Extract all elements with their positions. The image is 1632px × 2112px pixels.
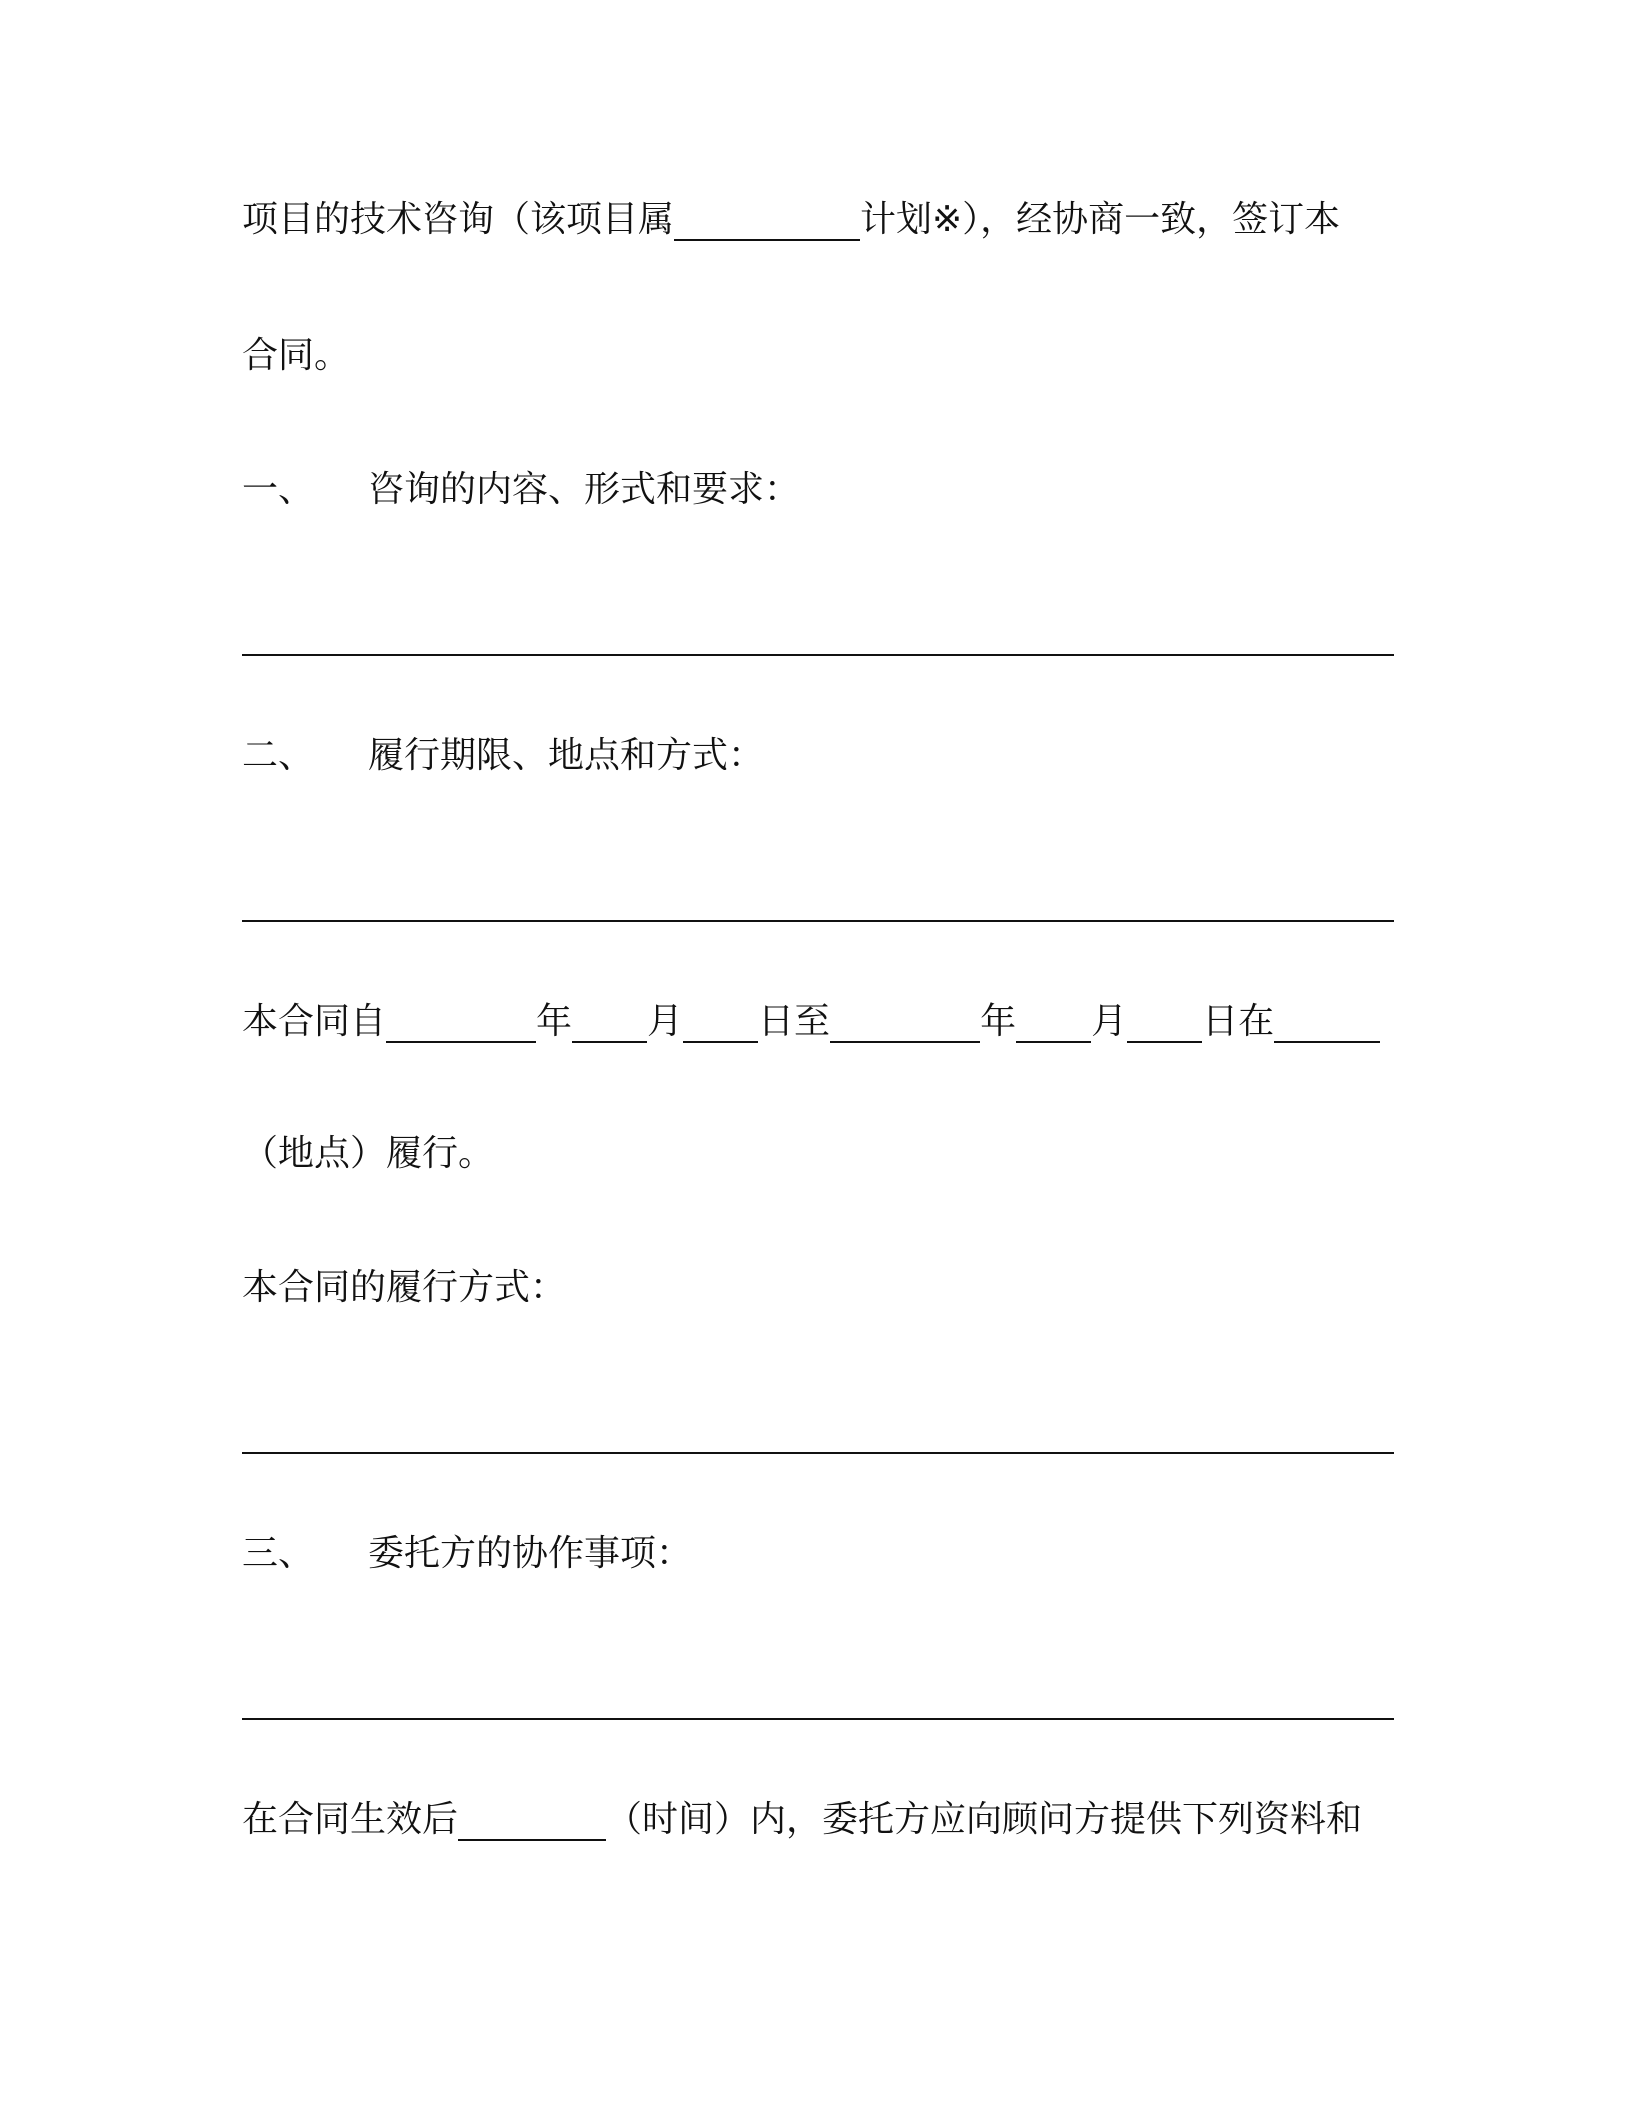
time-blank[interactable] bbox=[458, 1799, 606, 1841]
end-year-blank[interactable] bbox=[830, 1001, 980, 1043]
section-one-heading bbox=[242, 460, 800, 520]
start-day-blank[interactable] bbox=[683, 1001, 758, 1043]
end-year-label: 年 bbox=[980, 1001, 1017, 1042]
project-text-end: 计划※），经协商一致，签订本 bbox=[860, 199, 1341, 240]
contract-text: 合同。 bbox=[242, 335, 351, 376]
materials-text-start: 在合同生效后 bbox=[242, 1799, 459, 1840]
section-two-number: 二、 bbox=[242, 735, 315, 776]
start-month-blank[interactable] bbox=[572, 1001, 647, 1043]
section-three-number: 三、 bbox=[242, 1533, 315, 1574]
date-range-line bbox=[242, 992, 1380, 1052]
end-month-label: 月 bbox=[1091, 1001, 1128, 1042]
section-two-title: 履行期限、地点和方式： bbox=[368, 735, 765, 776]
section-one-answer-line[interactable] bbox=[242, 654, 1394, 656]
place-blank[interactable] bbox=[1274, 1001, 1380, 1043]
method-text: 本合同的履行方式： bbox=[242, 1267, 567, 1308]
materials-line bbox=[242, 1790, 1362, 1850]
section-three-title: 委托方的协作事项： bbox=[368, 1533, 693, 1574]
paragraph-project-line bbox=[242, 190, 1340, 250]
start-year-blank[interactable] bbox=[386, 1001, 536, 1043]
section-three-heading bbox=[242, 1524, 692, 1584]
date-range-start-text: 本合同自 bbox=[242, 1001, 387, 1042]
section-one-title: 咨询的内容、形式和要求： bbox=[368, 469, 801, 510]
place-text: （地点）履行。 bbox=[242, 1133, 495, 1174]
place-line bbox=[242, 1124, 494, 1184]
end-day-blank[interactable] bbox=[1127, 1001, 1202, 1043]
method-answer-line[interactable] bbox=[242, 1452, 1394, 1454]
paragraph-contract-line bbox=[242, 326, 350, 386]
plan-blank[interactable] bbox=[674, 199, 860, 241]
method-line bbox=[242, 1258, 566, 1318]
end-month-blank[interactable] bbox=[1016, 1001, 1091, 1043]
section-two-answer-line[interactable] bbox=[242, 920, 1394, 922]
start-day-label: 日至 bbox=[758, 1001, 831, 1042]
section-two-heading bbox=[242, 726, 764, 786]
section-one-number: 一、 bbox=[242, 469, 315, 510]
materials-text-end: （时间）内，委托方应向顾问方提供下列资料和 bbox=[606, 1799, 1363, 1840]
start-month-label: 月 bbox=[647, 1001, 684, 1042]
project-text-start: 项目的技术咨询（该项目属 bbox=[242, 199, 675, 240]
section-three-answer-line[interactable] bbox=[242, 1718, 1394, 1720]
end-day-label: 日在 bbox=[1202, 1001, 1275, 1042]
start-year-label: 年 bbox=[536, 1001, 573, 1042]
